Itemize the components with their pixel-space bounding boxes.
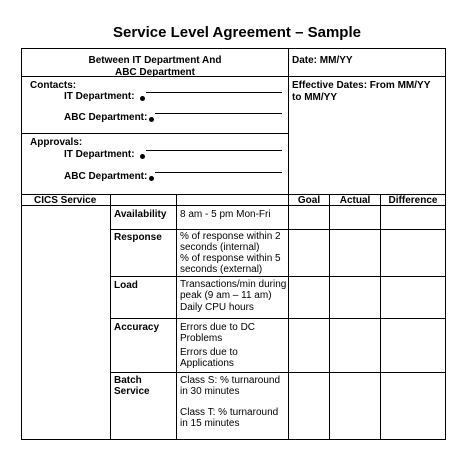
batch-detail-line3: Class T: % turnaround: [180, 407, 279, 418]
cics-service-header: CICS Service: [34, 195, 97, 206]
accuracy-detail-line2: Problems: [180, 333, 223, 344]
load-detail-line1: Transactions/min during: [180, 279, 287, 290]
date-field: Date: MM/YY: [292, 55, 353, 66]
metric-column-divider: [176, 194, 177, 439]
accuracy-detail-line3: Errors due to: [180, 347, 238, 358]
header-column-divider: [288, 49, 289, 194]
response-detail-line2: seconds (internal): [180, 242, 260, 253]
row-divider-accuracy: [110, 372, 445, 373]
batch-service-label-line2: Service: [114, 386, 150, 397]
approvals-abc-fill-line: [155, 172, 282, 173]
actual-header: Actual: [339, 195, 371, 206]
approvals-label: Approvals:: [30, 137, 83, 148]
effective-dates-line2: to MM/YY: [292, 92, 337, 103]
accuracy-label: Accuracy: [114, 322, 160, 333]
difference-header: Difference: [388, 195, 438, 206]
contacts-abc-label: ABC Department:: [64, 112, 148, 123]
contacts-divider: [22, 133, 288, 134]
between-text-line1: Between IT Department And: [88, 55, 222, 66]
batch-detail-line2: in 30 minutes: [180, 386, 240, 397]
detail-column-divider: [288, 194, 289, 439]
response-detail-line3: % of response within 5: [180, 253, 281, 264]
sla-form: [21, 48, 446, 440]
effective-dates-line1: Effective Dates: From MM/YY: [292, 80, 431, 91]
response-detail-line1: % of response within 2: [180, 231, 281, 242]
approvals-it-label: IT Department:: [64, 149, 135, 160]
service-column-divider: [110, 194, 111, 439]
bullet-icon: [149, 176, 154, 181]
row-divider-availability: [110, 229, 445, 230]
batch-service-label-line1: Batch: [114, 375, 142, 386]
response-label: Response: [114, 232, 162, 243]
contacts-it-label: IT Department:: [64, 91, 135, 102]
contacts-label: Contacts:: [30, 80, 77, 91]
load-detail-line3: Daily CPU hours: [180, 302, 254, 313]
goal-column-divider: [329, 194, 330, 439]
availability-detail: 8 am - 5 pm Mon-Fri: [180, 209, 271, 220]
row-divider-response: [110, 276, 445, 277]
between-text-line2: ABC Department: [114, 67, 195, 78]
contacts-abc-fill-line: [155, 113, 282, 114]
row-divider-load: [110, 318, 445, 319]
load-label: Load: [114, 280, 138, 291]
bullet-icon: [140, 96, 145, 101]
document-title: Service Level Agreement – Sample: [113, 24, 361, 41]
contacts-it-fill-line: [146, 92, 282, 93]
batch-detail-line1: Class S: % turnaround: [180, 375, 281, 386]
response-detail-line4: seconds (external): [180, 264, 263, 275]
bullet-icon: [149, 117, 154, 122]
approvals-abc-label: ABC Department:: [64, 171, 148, 182]
approvals-it-fill-line: [146, 150, 282, 151]
bullet-icon: [140, 154, 145, 159]
load-detail-line2: peak (9 am – 11 am): [180, 290, 272, 301]
actual-column-divider: [380, 194, 381, 439]
availability-label: Availability: [114, 209, 167, 220]
goal-header: Goal: [297, 195, 321, 206]
batch-detail-line4: in 15 minutes: [180, 418, 240, 429]
accuracy-detail-line1: Errors due to DC: [180, 322, 256, 333]
accuracy-detail-line4: Applications: [180, 358, 234, 369]
